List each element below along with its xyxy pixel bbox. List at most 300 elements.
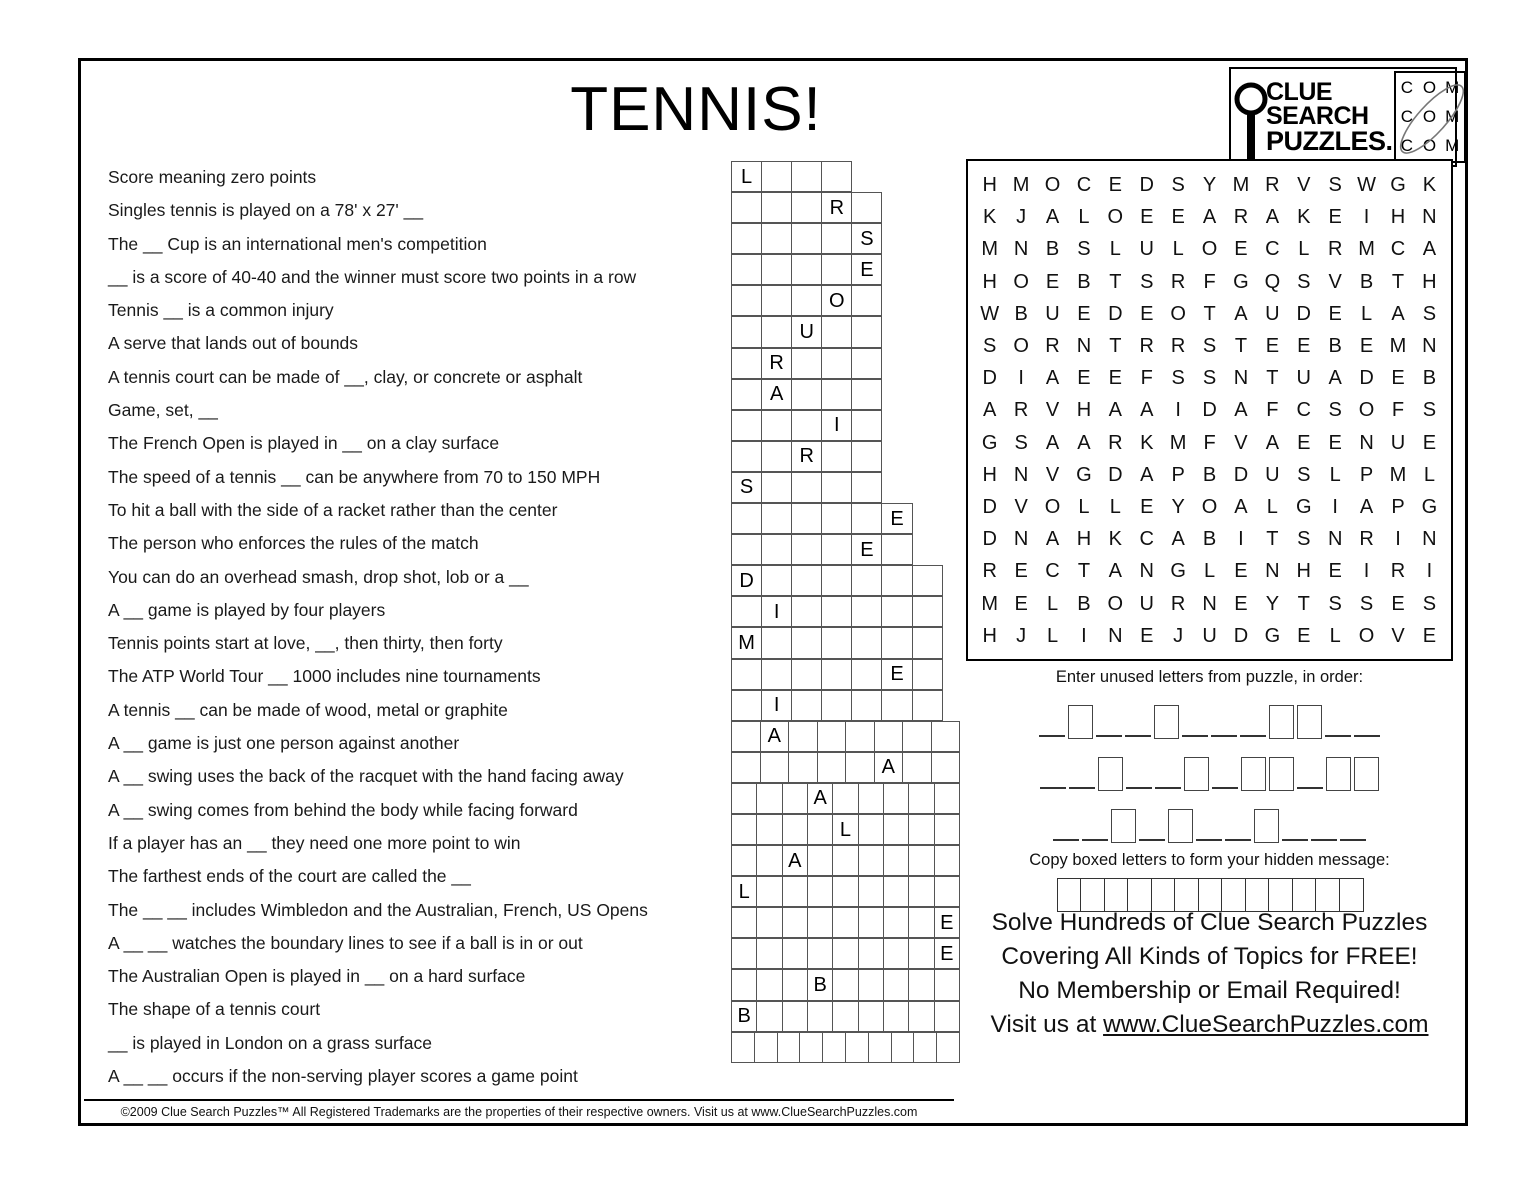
answer-grid-cell[interactable] [756, 938, 782, 969]
answer-grid-cell[interactable] [782, 876, 808, 907]
word-search-letter[interactable]: I [1395, 528, 1401, 551]
unused-letter-box-slot[interactable] [1111, 809, 1136, 843]
answer-grid-cell-filled[interactable]: B [731, 1001, 757, 1032]
answer-grid-cell[interactable] [934, 845, 960, 876]
word-search-letter[interactable]: I [1081, 624, 1087, 647]
answer-grid-cell-filled[interactable]: E [934, 907, 960, 938]
answer-grid-cell[interactable] [912, 690, 943, 721]
word-search-letter[interactable]: S [1359, 592, 1374, 615]
word-search-letter[interactable]: E [1328, 560, 1342, 583]
answer-grid-cell[interactable] [868, 1032, 892, 1063]
word-search-letter[interactable]: G [1390, 174, 1406, 197]
word-search-letter[interactable]: A [1077, 431, 1091, 454]
answer-grid-cell[interactable] [761, 627, 792, 658]
answer-grid-cell[interactable] [858, 938, 884, 969]
answer-grid-cell[interactable] [761, 285, 792, 316]
word-search-letter[interactable]: A [1045, 528, 1060, 551]
word-search-letter[interactable]: I [1426, 560, 1433, 583]
answer-grid-cell[interactable] [761, 161, 792, 192]
word-search-letter[interactable]: P [1391, 495, 1405, 518]
answer-grid-cell[interactable] [883, 969, 909, 1000]
answer-grid-cell[interactable] [832, 876, 858, 907]
word-search-letter[interactable]: R [982, 560, 997, 583]
word-search-letter[interactable]: Y [1171, 495, 1185, 518]
word-search-letter[interactable]: K [1108, 528, 1122, 551]
answer-grid-cell[interactable] [761, 441, 792, 472]
word-search-letter[interactable]: C [1076, 174, 1092, 197]
word-search-letter[interactable]: U [1045, 302, 1060, 325]
word-search-letter[interactable]: N [1139, 560, 1154, 583]
unused-letter-dash-slot[interactable] [1311, 839, 1337, 841]
word-search-letter[interactable]: O [1358, 624, 1375, 647]
word-search-letter[interactable]: E [1234, 238, 1248, 261]
unused-letter-dash-slot[interactable] [1082, 839, 1108, 841]
word-search-letter[interactable]: T [1109, 270, 1122, 293]
word-search-letter[interactable]: L [1298, 238, 1310, 261]
answer-grid-cell[interactable] [788, 721, 818, 752]
word-search-letter[interactable]: M [981, 592, 999, 615]
answer-grid-cell[interactable] [731, 938, 757, 969]
answer-grid-cell[interactable] [731, 659, 762, 690]
word-search-letter[interactable]: R [1233, 206, 1249, 229]
answer-grid-cell[interactable] [821, 472, 852, 503]
word-search-letter[interactable]: O [1013, 335, 1029, 358]
word-search-letter[interactable]: F [1391, 399, 1405, 422]
word-search-letter[interactable]: E [1297, 431, 1311, 454]
word-search-letter[interactable]: H [1076, 399, 1092, 422]
word-search-letter[interactable]: S [1171, 367, 1185, 390]
answer-grid-cell[interactable] [791, 565, 822, 596]
answer-grid-cell[interactable] [761, 565, 792, 596]
answer-grid-cell-filled[interactable]: R [761, 348, 792, 379]
answer-grid-cell[interactable] [881, 627, 912, 658]
word-search-letter[interactable]: U [1139, 238, 1154, 261]
word-search-letter[interactable]: D [1233, 624, 1249, 647]
word-search-letter[interactable]: A [1265, 431, 1280, 454]
answer-grid-cell[interactable] [858, 845, 884, 876]
answer-grid-cell[interactable] [881, 596, 912, 627]
answer-grid-cell[interactable] [832, 938, 858, 969]
word-search-letter[interactable]: G [1076, 463, 1092, 486]
answer-grid-cell[interactable] [791, 192, 822, 223]
answer-grid-cell-filled[interactable]: A [782, 845, 808, 876]
word-search-letter[interactable]: A [1391, 302, 1405, 325]
answer-grid-cell-filled[interactable]: A [807, 783, 833, 814]
answer-grid-cell[interactable] [782, 814, 808, 845]
answer-grid-cell[interactable] [934, 814, 960, 845]
unused-letter-dash-slot[interactable] [1211, 735, 1237, 737]
answer-grid-cell[interactable] [791, 472, 822, 503]
word-search-letter[interactable]: E [1108, 367, 1122, 390]
answer-grid-cell[interactable] [883, 1001, 909, 1032]
answer-grid-cell[interactable] [731, 379, 762, 410]
word-search-letter[interactable]: N [1359, 431, 1374, 454]
word-search-letter[interactable]: L [1078, 206, 1090, 229]
answer-grid-cell[interactable] [756, 814, 782, 845]
word-search-letter[interactable]: L [1329, 624, 1341, 647]
answer-grid-cell[interactable] [851, 596, 882, 627]
word-search-letter[interactable]: A [1045, 206, 1060, 229]
answer-grid-cell[interactable] [858, 1001, 884, 1032]
word-search-letter[interactable]: E [1014, 592, 1028, 615]
unused-letter-box-slot[interactable] [1241, 757, 1266, 791]
answer-grid-cell[interactable] [851, 627, 882, 658]
answer-grid-cell[interactable] [817, 752, 847, 783]
word-search-letter[interactable]: D [982, 495, 997, 518]
answer-grid-cell[interactable] [891, 1032, 915, 1063]
word-search-letter[interactable]: F [1203, 270, 1216, 293]
answer-grid-cell[interactable] [821, 534, 852, 565]
unused-letter-box-slot[interactable] [1269, 705, 1294, 739]
word-search-letter[interactable]: C [1390, 238, 1406, 261]
answer-grid-cell-filled[interactable]: S [731, 472, 762, 503]
answer-grid-cell[interactable] [761, 223, 792, 254]
word-search-letter[interactable]: R [1170, 335, 1186, 358]
word-search-letter[interactable]: E [1234, 592, 1248, 615]
word-search-letter[interactable]: M [1389, 463, 1407, 486]
word-search-letter[interactable]: R [1390, 560, 1406, 583]
word-search-letter[interactable]: E [1140, 624, 1154, 647]
word-search-letter[interactable]: E [1391, 367, 1405, 390]
word-search-letter[interactable]: L [1046, 624, 1059, 647]
answer-grid-cell[interactable] [817, 721, 847, 752]
answer-grid-cell[interactable] [845, 752, 875, 783]
word-search-letter[interactable]: R [1170, 270, 1186, 293]
answer-grid-cell[interactable] [761, 503, 792, 534]
word-search-letter[interactable]: D [1108, 463, 1123, 486]
answer-grid-cell[interactable] [756, 907, 782, 938]
answer-grid-cell[interactable] [821, 348, 852, 379]
word-search-letter[interactable]: K [1297, 206, 1311, 229]
answer-grid-cell[interactable] [851, 659, 882, 690]
unused-letter-dash-slot[interactable] [1096, 735, 1122, 737]
word-search-letter[interactable]: K [983, 206, 997, 229]
word-search-letter[interactable]: D [982, 528, 997, 551]
word-search-letter[interactable]: N [1108, 624, 1123, 647]
word-search-letter[interactable]: W [1357, 174, 1377, 197]
word-search-letter[interactable]: H [1422, 270, 1437, 293]
word-search-letter[interactable]: V [1328, 270, 1342, 293]
word-search-letter[interactable]: G [1170, 560, 1186, 583]
word-search-letter[interactable]: A [1234, 302, 1248, 325]
answer-grid-cell-filled[interactable]: M [731, 627, 762, 658]
word-search-letter[interactable]: N [1013, 528, 1029, 551]
word-search-letter[interactable]: O [1013, 270, 1029, 293]
word-search-letter[interactable]: S [1171, 174, 1185, 197]
answer-grid-cell-filled[interactable]: E [851, 254, 882, 285]
word-search-letter[interactable]: U [1139, 592, 1154, 615]
word-search-letter[interactable]: V [1234, 431, 1248, 454]
answer-grid-cell[interactable] [822, 1032, 846, 1063]
unused-letter-box-slot[interactable] [1184, 757, 1209, 791]
answer-grid-cell[interactable] [756, 876, 782, 907]
word-search-letter[interactable]: E [1265, 335, 1280, 358]
word-search-letter[interactable]: T [1077, 560, 1091, 583]
answer-grid-cell[interactable] [731, 441, 762, 472]
answer-grid-cell[interactable] [821, 596, 852, 627]
answer-grid-cell[interactable] [791, 410, 822, 441]
answer-grid-cell[interactable] [908, 1001, 934, 1032]
word-search-letter[interactable]: O [1044, 495, 1061, 518]
word-search-letter[interactable]: E [1359, 335, 1374, 358]
word-search-letter[interactable]: S [1077, 238, 1091, 261]
word-search-letter[interactable]: E [1297, 335, 1311, 358]
answer-grid-cell[interactable] [858, 907, 884, 938]
unused-letter-dash-slot[interactable] [1155, 787, 1181, 789]
answer-grid-cell[interactable] [832, 783, 858, 814]
unused-letter-dash-slot[interactable] [1039, 735, 1065, 737]
unused-letter-dash-slot[interactable] [1125, 735, 1151, 737]
word-search-letter[interactable]: Y [1202, 174, 1217, 197]
answer-grid-cell[interactable] [791, 659, 822, 690]
word-search-letter[interactable]: H [1390, 206, 1406, 229]
word-search-letter[interactable]: E [1234, 560, 1248, 583]
word-search-letter[interactable]: J [1016, 624, 1027, 647]
answer-grid-cell[interactable] [731, 534, 762, 565]
word-search-letter[interactable]: E [1328, 206, 1342, 229]
answer-grid-cell[interactable] [754, 1032, 778, 1063]
answer-grid-cell[interactable] [799, 1032, 823, 1063]
word-search-letter[interactable]: I [1018, 367, 1024, 390]
word-search-letter[interactable]: U [1296, 367, 1311, 390]
word-search-grid[interactable] [966, 159, 1453, 661]
word-search-letter[interactable]: B [1202, 463, 1217, 486]
word-search-letter[interactable]: M [1012, 174, 1030, 197]
answer-grid-cell[interactable] [821, 254, 852, 285]
answer-grid-cell[interactable] [883, 845, 909, 876]
answer-grid-cell[interactable] [851, 348, 882, 379]
word-search-letter[interactable]: U [1390, 431, 1406, 454]
answer-grid-cell[interactable] [874, 721, 904, 752]
answer-grid-cell[interactable] [883, 938, 909, 969]
answer-grid-cell[interactable] [908, 969, 934, 1000]
answer-grid-cell[interactable] [902, 752, 932, 783]
answer-grid-cell[interactable] [832, 845, 858, 876]
word-search-letter[interactable]: S [1328, 399, 1342, 422]
answer-grid-cell[interactable] [761, 534, 792, 565]
answer-grid-cell[interactable] [902, 721, 932, 752]
answer-grid-cell[interactable] [731, 814, 757, 845]
answer-grid-cell[interactable] [788, 752, 818, 783]
answer-grid-cell-filled[interactable]: S [851, 223, 882, 254]
word-search-letter[interactable]: B [1422, 367, 1437, 390]
word-search-letter[interactable]: V [1045, 463, 1060, 486]
answer-grid-cell[interactable] [821, 379, 852, 410]
word-search-letter[interactable]: H [982, 463, 997, 486]
word-search-letter[interactable]: A [1140, 463, 1154, 486]
word-search-letter[interactable]: G [1233, 270, 1249, 293]
word-search-letter[interactable]: V [1045, 399, 1060, 422]
answer-grid-cell[interactable] [821, 659, 852, 690]
word-search-letter[interactable]: B [1328, 335, 1342, 358]
word-search-letter[interactable]: N [1233, 367, 1249, 390]
answer-grid-cell[interactable] [756, 783, 782, 814]
answer-grid-cell[interactable] [821, 441, 852, 472]
word-search-letter[interactable]: G [981, 431, 998, 454]
answer-grid[interactable] [731, 161, 959, 1091]
word-search-letter[interactable]: A [1045, 367, 1060, 390]
answer-grid-cell[interactable] [883, 876, 909, 907]
word-search-letter[interactable]: O [1170, 302, 1186, 325]
answer-grid-cell-filled[interactable]: O [821, 285, 852, 316]
word-search-letter[interactable]: V [1391, 624, 1405, 647]
word-search-letter[interactable]: T [1266, 367, 1279, 390]
answer-grid-cell[interactable] [807, 938, 833, 969]
word-search-letter[interactable]: D [1139, 174, 1154, 197]
word-search-letter[interactable]: L [1203, 560, 1216, 583]
answer-grid-cell[interactable] [807, 876, 833, 907]
word-search-letter[interactable]: S [1328, 174, 1342, 197]
word-search-letter[interactable]: L [1423, 463, 1435, 486]
word-search-letter[interactable]: J [1016, 206, 1027, 229]
answer-grid-cell-filled[interactable]: I [761, 596, 792, 627]
answer-grid-cell[interactable] [851, 410, 882, 441]
answer-grid-cell[interactable] [908, 845, 934, 876]
answer-grid-cell[interactable] [731, 969, 757, 1000]
answer-grid-cell-filled[interactable]: E [881, 659, 912, 690]
word-search-letter[interactable]: E [1140, 495, 1154, 518]
answer-grid-cell[interactable] [731, 752, 761, 783]
word-search-letter[interactable]: R [1170, 592, 1186, 615]
word-search-letter[interactable]: E [1014, 560, 1028, 583]
word-search-letter[interactable]: T [1297, 592, 1310, 615]
word-search-letter[interactable]: N [1265, 560, 1280, 583]
word-search-letter[interactable]: I [1332, 495, 1338, 518]
word-search-letter[interactable]: A [983, 399, 997, 422]
answer-grid-cell-filled[interactable]: A [760, 721, 790, 752]
word-search-letter[interactable]: R [1359, 528, 1374, 551]
word-search-letter[interactable]: E [1422, 624, 1437, 647]
unused-letter-box-slot[interactable] [1254, 809, 1279, 843]
answer-grid-cell[interactable] [851, 472, 882, 503]
answer-grid-cell[interactable] [851, 441, 882, 472]
word-search-letter[interactable]: D [1108, 302, 1123, 325]
word-search-letter[interactable]: N [1202, 592, 1217, 615]
word-search-letter[interactable]: T [1266, 528, 1279, 551]
word-search-letter[interactable]: O [1201, 238, 1218, 261]
word-search-letter[interactable]: Y [1265, 592, 1280, 615]
word-search-letter[interactable]: L [1172, 238, 1184, 261]
unused-letter-dash-slot[interactable] [1139, 839, 1165, 841]
answer-grid-cell[interactable] [731, 783, 757, 814]
answer-grid-cell[interactable] [832, 1001, 858, 1032]
answer-grid-cell[interactable] [761, 192, 792, 223]
answer-grid-cell[interactable] [858, 783, 884, 814]
word-search-letter[interactable]: S [1328, 592, 1342, 615]
answer-grid-cell[interactable] [851, 379, 882, 410]
unused-letter-dash-slot[interactable] [1225, 839, 1251, 841]
word-search-letter[interactable]: N [1013, 463, 1029, 486]
answer-grid-cell-filled[interactable]: E [934, 938, 960, 969]
answer-grid-cell[interactable] [756, 969, 782, 1000]
answer-grid-cell-filled[interactable]: I [761, 690, 792, 721]
answer-grid-cell[interactable] [881, 565, 912, 596]
answer-grid-cell[interactable] [791, 690, 822, 721]
answer-grid-cell[interactable] [807, 907, 833, 938]
unused-letter-dash-slot[interactable] [1340, 839, 1366, 841]
answer-grid-cell[interactable] [912, 659, 943, 690]
answer-grid-cell[interactable] [731, 503, 762, 534]
word-search-letter[interactable]: R [1265, 174, 1280, 197]
answer-grid-cell[interactable] [791, 596, 822, 627]
answer-grid-cell[interactable] [731, 223, 762, 254]
answer-grid-cell[interactable] [782, 907, 808, 938]
unused-letter-box-slot[interactable] [1326, 757, 1351, 791]
promo-website-link[interactable]: www.ClueSearchPuzzles.com [1103, 1011, 1429, 1038]
answer-grid-cell-filled[interactable]: A [761, 379, 792, 410]
word-search-letter[interactable]: C [1139, 528, 1154, 551]
answer-grid-cell-filled[interactable]: I [821, 410, 852, 441]
word-search-letter[interactable]: P [1171, 463, 1185, 486]
word-search-letter[interactable]: S [1422, 302, 1437, 325]
answer-grid-cell[interactable] [791, 534, 822, 565]
word-search-letter[interactable]: V [1297, 174, 1311, 197]
word-search-letter[interactable]: S [1422, 592, 1437, 615]
word-search-letter[interactable]: M [1358, 238, 1375, 261]
answer-grid-cell-filled[interactable]: B [807, 969, 833, 1000]
word-search-letter[interactable]: A [1108, 399, 1122, 422]
word-search-letter[interactable]: L [1109, 495, 1121, 518]
answer-grid-cell[interactable] [791, 348, 822, 379]
answer-grid-cell[interactable] [908, 814, 934, 845]
answer-grid-cell[interactable] [760, 752, 790, 783]
answer-grid-cell[interactable] [908, 783, 934, 814]
word-search-letter[interactable]: K [1140, 431, 1154, 454]
word-search-letter[interactable]: H [982, 174, 997, 197]
answer-grid-cell[interactable] [912, 627, 943, 658]
answer-grid-cell-filled[interactable]: L [832, 814, 858, 845]
word-search-letter[interactable]: B [1202, 528, 1217, 551]
word-search-letter[interactable]: S [1202, 367, 1217, 390]
word-search-letter[interactable]: N [1422, 528, 1437, 551]
word-search-letter[interactable]: E [1297, 624, 1311, 647]
answer-grid-cell[interactable] [782, 783, 808, 814]
answer-grid-cell[interactable] [821, 161, 852, 192]
word-search-letter[interactable]: E [1140, 302, 1154, 325]
answer-grid-cell[interactable] [883, 907, 909, 938]
unused-letter-dash-slot[interactable] [1212, 787, 1238, 789]
word-search-letter[interactable]: L [1361, 302, 1373, 325]
answer-grid-cell[interactable] [731, 845, 757, 876]
unused-letter-dash-slot[interactable] [1240, 735, 1266, 737]
word-search-letter[interactable]: N [1422, 335, 1437, 358]
word-search-letter[interactable]: H [982, 270, 997, 293]
word-search-letter[interactable]: M [1389, 335, 1407, 358]
word-search-letter[interactable]: F [1203, 431, 1216, 454]
answer-grid-cell-filled[interactable]: R [791, 441, 822, 472]
word-search-letter[interactable]: S [983, 335, 997, 358]
word-search-letter[interactable]: L [1329, 463, 1341, 486]
unused-letter-dash-slot[interactable] [1040, 787, 1066, 789]
word-search-letter[interactable]: S [1297, 270, 1311, 293]
answer-grid-cell[interactable] [756, 845, 782, 876]
word-search-letter[interactable]: T [1391, 270, 1405, 293]
word-search-letter[interactable]: T [1234, 335, 1248, 358]
answer-grid-cell[interactable] [912, 565, 943, 596]
word-search-letter[interactable]: F [1266, 399, 1279, 422]
answer-grid-cell[interactable] [908, 907, 934, 938]
word-search-letter[interactable]: M [981, 238, 999, 261]
word-search-letter[interactable]: L [1046, 592, 1059, 615]
word-search-letter[interactable]: E [1328, 302, 1342, 325]
word-search-letter[interactable]: C [1045, 560, 1060, 583]
word-search-letter[interactable]: H [1296, 560, 1311, 583]
word-search-letter[interactable]: A [1108, 560, 1122, 583]
answer-grid-cell[interactable] [761, 659, 792, 690]
answer-grid-cell[interactable] [908, 938, 934, 969]
word-search-letter[interactable]: R [1139, 335, 1154, 358]
unused-letter-dash-slot[interactable] [1053, 839, 1079, 841]
